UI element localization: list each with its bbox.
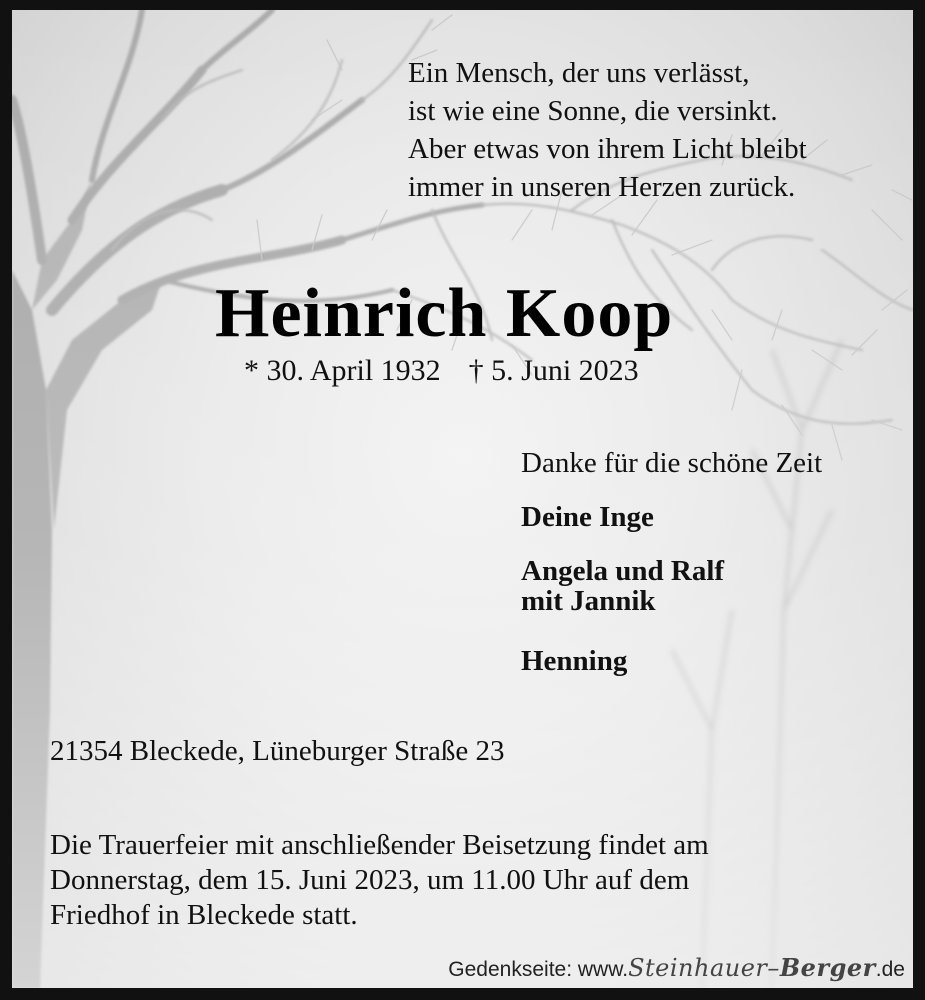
ceremony-line: Donnerstag, dem 15. Juni 2023, um 11.00 Uhr auf dem [50, 864, 690, 896]
mourner-name: Henning [521, 645, 628, 677]
mourner-group [521, 502, 654, 532]
notice-panel [12, 10, 913, 988]
life-dates [244, 354, 639, 388]
ceremony-line: Die Trauerfeier mit anschließender Beisetzung findet am [50, 829, 709, 861]
mourner-name: Deine Inge [521, 501, 654, 533]
poem-line: ist wie eine Sonne, die versinkt. [408, 95, 778, 127]
thanks-line: Danke für die schöne Zeit [521, 447, 823, 479]
birth-date: * 30. April 1932 [244, 354, 441, 387]
poem-line: Aber etwas von ihrem Licht bleibt [408, 133, 807, 165]
memorial-page-link[interactable] [448, 953, 905, 982]
poem-line: immer in unseren Herzen zurück. [408, 171, 796, 203]
memorial-page-domain: .de [875, 958, 905, 981]
funeral-ceremony-info [50, 828, 709, 933]
mourner-group [521, 646, 627, 676]
ceremony-line: Friedhof in Bleckede statt. [50, 899, 358, 931]
mourner-name: mit Jannik [521, 585, 656, 617]
family-address: 21354 Bleckede, Lüneburger Straße 23 [50, 735, 505, 767]
deceased-name: Heinrich Koop [215, 275, 674, 352]
memorial-page-label: Gedenkseite: www. [448, 958, 629, 981]
memorial-poem [408, 54, 807, 206]
poem-line: Ein Mensch, der uns verlässt, [408, 57, 750, 89]
mourner-group [521, 556, 724, 616]
death-date: † 5. Juni 2023 [468, 354, 639, 387]
funeral-home-logo: Steinhauer–Berger [628, 953, 876, 982]
mourner-name: Angela und Ralf [521, 555, 725, 587]
